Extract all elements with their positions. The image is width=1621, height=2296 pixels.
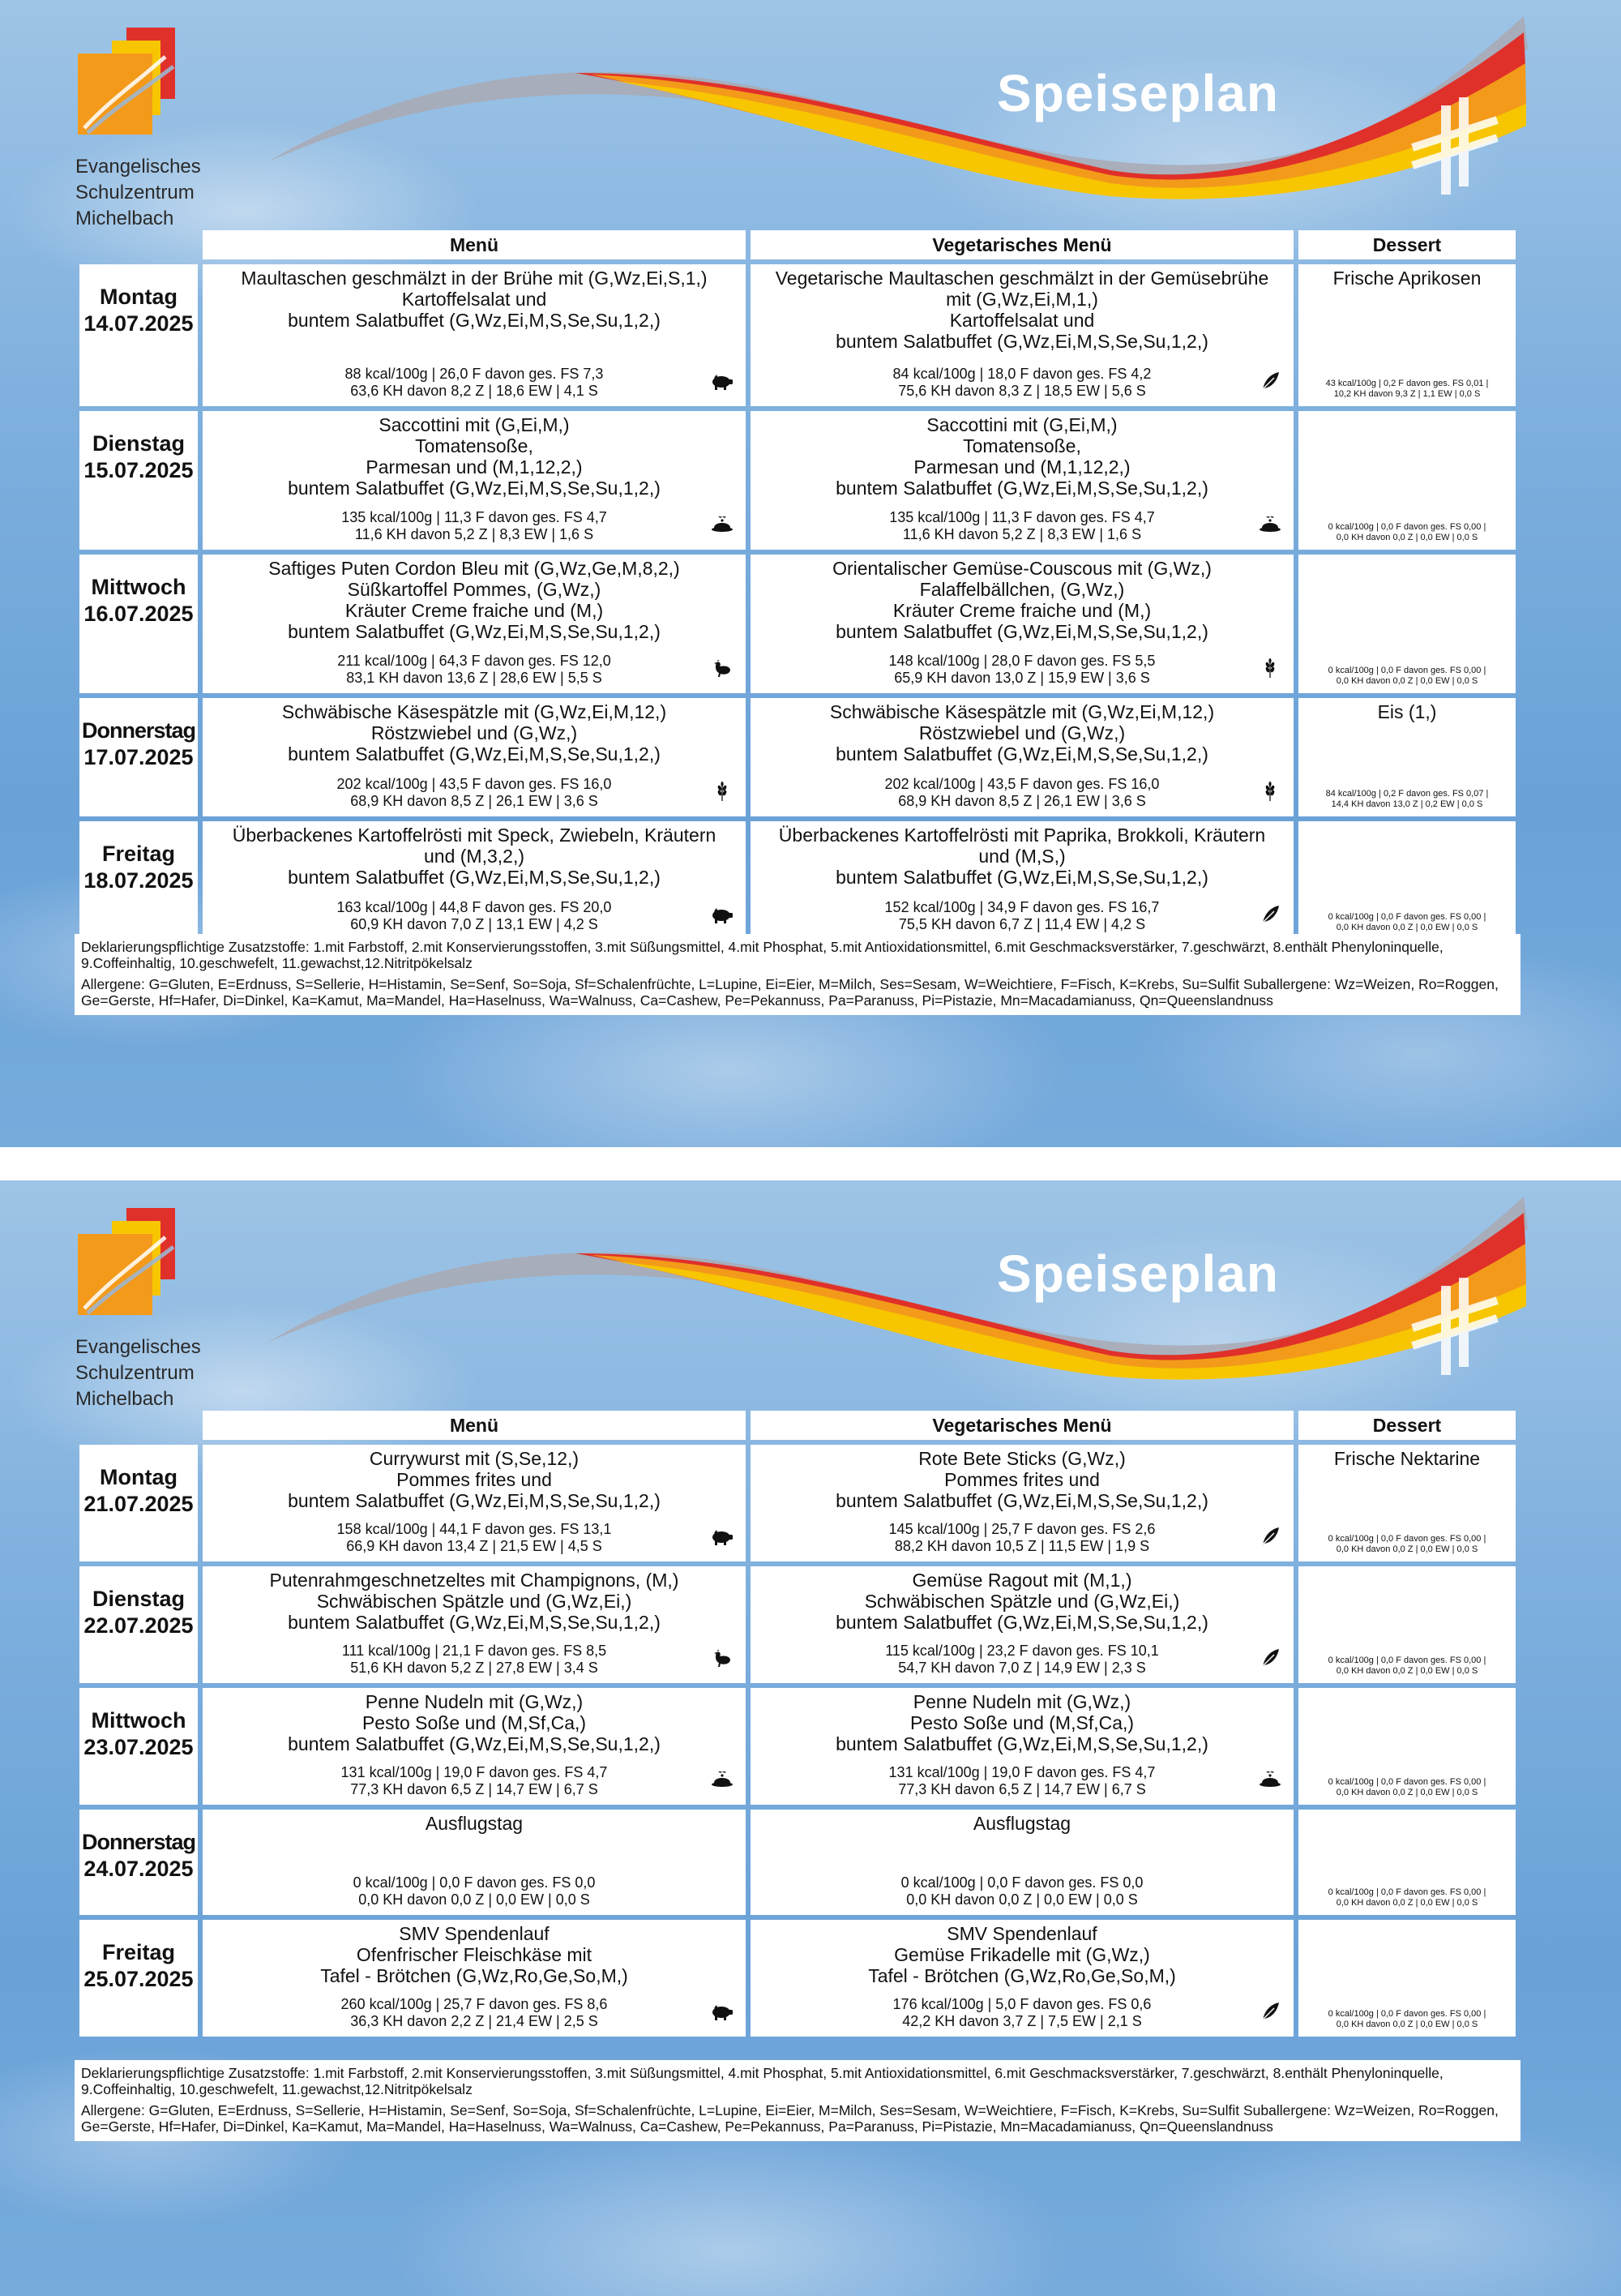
date-label: 17.07.2025	[83, 745, 194, 769]
dish-text: Saccottini mit (G,Ei,M,) Tomatensoße, Parmesan und (M,1,12,2,) buntem Salatbuffet (G,Wz,Ei,M,S,Se,Su,1,2,)	[836, 414, 1208, 499]
weekday-label: Donnerstag	[81, 1830, 196, 1854]
dessert-nutrition: 0 kcal/100g | 0,0 F davon ges. FS 0,00 | 0,0 KH davon 0,0 Z | 0,0 EW | 0,0 S	[1328, 1656, 1486, 1676]
dessert-nutrition: 84 kcal/100g | 0,2 F davon ges. FS 0,07 | 14,4 KH davon 13,0 Z | 0,2 EW | 0,0 S	[1325, 789, 1489, 809]
dish-icon	[710, 1769, 734, 1790]
day-cell	[79, 1445, 198, 1561]
nutrition-info	[751, 899, 1294, 933]
nutrition-info	[751, 1764, 1294, 1798]
dish-text: Überbackenes Kartoffelrösti mit Speck, Zwiebeln, Kräutern und (M,3,2,) buntem Salatbuffet (G,Wz,Ei,M,S,Se,Su,1,2,)	[232, 825, 716, 888]
nutrition-line-1: 84 kcal/100g | 18,0 F davon ges. FS 4,2	[892, 366, 1152, 382]
dish-text: Gemüse Ragout mit (M,1,) Schwäbischen Spätzle und (G,Wz,Ei,) buntem Salatbuffet (G,Wz,Ei,M,S,Se,Su,1,2,)	[836, 1570, 1208, 1633]
dessert-cell	[1298, 555, 1516, 693]
nutrition-line-1: 131 kcal/100g | 19,0 F davon ges. FS 4,7	[340, 1764, 608, 1780]
leaf-icon	[1258, 904, 1282, 925]
day-row	[79, 821, 1516, 940]
dish-text: Rote Bete Sticks (G,Wz,) Pommes frites und buntem Salatbuffet (G,Wz,Ei,M,S,Se,Su,1,2,)	[836, 1448, 1208, 1511]
chicken-icon	[710, 1647, 734, 1668]
nutrition-line-1: 131 kcal/100g | 19,0 F davon ges. FS 4,7	[888, 1764, 1156, 1780]
dessert-cell	[1298, 1445, 1516, 1561]
dish-text: Orientalischer Gemüse-Couscous mit (G,Wz,) Falaffelbällchen, (G,Wz,) Kräuter Creme fraiche und (M,) buntem Salatbuffet (G,Wz,Ei,M,S,Se,Su,1,2,)	[832, 558, 1212, 642]
date-label: 18.07.2025	[83, 868, 194, 893]
nutrition-info	[203, 366, 746, 400]
dessert-nutrition: 43 kcal/100g | 0,2 F davon ges. FS 0,01 | 10,2 KH davon 9,3 Z | 1,1 EW | 0,0 S	[1325, 379, 1489, 399]
weekday-label: Freitag	[101, 1940, 176, 1964]
dish-text: Penne Nudeln mit (G,Wz,) Pesto Soße und (M,Sf,Ca,) buntem Salatbuffet (G,Wz,Ei,M,S,Se,Su,1,2,)	[288, 1691, 661, 1754]
nutrition-line-1: 211 kcal/100g | 64,3 F davon ges. FS 12,0	[337, 653, 611, 669]
dish-text: Schwäbische Käsespätzle mit (G,Wz,Ei,M,12,) Röstzwiebel und (G,Wz,) buntem Salatbuffet (G,Wz,Ei,M,S,Se,Su,1,2,)	[829, 701, 1215, 765]
nutrition-info	[203, 653, 746, 687]
day-row	[79, 1566, 1516, 1683]
nutrition-info	[203, 1521, 746, 1555]
dish-text: SMV Spendenlauf Gemüse Frikadelle mit (G,Wz,) Tafel - Brötchen (G,Wz,Ro,Ge,So,M,)	[868, 1923, 1176, 1986]
menu-cell	[203, 1920, 746, 2037]
dessert-cell	[1298, 411, 1516, 550]
veg-menu-cell	[751, 1810, 1294, 1915]
nutrition-line-1: 260 kcal/100g | 25,7 F davon ges. FS 8,6	[340, 1996, 608, 2012]
dessert-text: Eis (1,)	[1377, 701, 1437, 722]
dessert-nutrition: 0 kcal/100g | 0,0 F davon ges. FS 0,00 | 0,0 KH davon 0,0 Z | 0,0 EW | 0,0 S	[1328, 2009, 1486, 2029]
date-label: 15.07.2025	[83, 458, 194, 482]
nutrition-line-2: 68,9 KH davon 8,5 Z | 26,1 EW | 3,6 S	[350, 793, 598, 809]
nutrition-line-2: 0,0 KH davon 0,0 Z | 0,0 EW | 0,0 S	[906, 1891, 1138, 1908]
dessert-text	[1298, 555, 1516, 558]
nutrition-line-2: 65,9 KH davon 13,0 Z | 15,9 EW | 3,6 S	[894, 670, 1150, 686]
pig-icon	[710, 1526, 734, 1547]
dish-text: Ausflugstag	[973, 1813, 1071, 1834]
menu-cell	[203, 555, 746, 693]
leaf-icon	[1258, 2001, 1282, 2022]
legend-box	[75, 934, 1520, 1015]
day-row	[79, 411, 1516, 550]
dessert-nutrition: 0 kcal/100g | 0,0 F davon ges. FS 0,00 | 0,0 KH davon 0,0 Z | 0,0 EW | 0,0 S	[1328, 1887, 1486, 1908]
legend-box	[75, 2060, 1520, 2141]
weekday-label: Donnerstag	[81, 718, 196, 743]
nutrition-info	[751, 1996, 1294, 2030]
date-label: 21.07.2025	[83, 1492, 194, 1516]
nutrition-info	[751, 653, 1294, 687]
school-name-line: Schulzentrum	[75, 1362, 195, 1384]
dessert-text: Frische Aprikosen	[1332, 268, 1482, 289]
weekday-label: Dienstag	[92, 1587, 186, 1611]
pig-icon	[710, 371, 734, 392]
dish-text: Vegetarische Maultaschen geschmälzt in der Gemüsebrühe mit (G,Wz,Ei,M,1,) Kartoffelsalat und buntem Salatbuffet (G,Wz,Ei,M,S,Se,Su,1,2,)	[775, 268, 1269, 352]
weekday-label: Freitag	[101, 842, 176, 866]
dessert-text	[1298, 1810, 1516, 1813]
dish-icon	[1258, 514, 1282, 535]
nutrition-line-2: 0,0 KH davon 0,0 Z | 0,0 EW | 0,0 S	[358, 1891, 590, 1908]
date-label: 14.07.2025	[83, 311, 194, 336]
nutrition-info	[203, 1764, 746, 1798]
nutrition-line-2: 54,7 KH davon 7,0 Z | 14,9 EW | 2,3 S	[898, 1660, 1146, 1676]
dish-text: Currywurst mit (S,Se,12,) Pommes frites und buntem Salatbuffet (G,Wz,Ei,M,S,Se,Su,1,2,)	[288, 1448, 661, 1511]
nutrition-info	[751, 776, 1294, 810]
dessert-text	[1298, 1688, 1516, 1691]
decorative-swoosh	[267, 1197, 1532, 1383]
veg-menu-cell	[751, 555, 1294, 693]
veg-menu-cell	[751, 264, 1294, 406]
day-row	[79, 264, 1516, 406]
dessert-nutrition: 0 kcal/100g | 0,0 F davon ges. FS 0,00 | 0,0 KH davon 0,0 Z | 0,0 EW | 0,0 S	[1328, 1534, 1486, 1554]
nutrition-info	[203, 776, 746, 810]
pig-icon	[710, 904, 734, 925]
dish-text: Saccottini mit (G,Ei,M,) Tomatensoße, Parmesan und (M,1,12,2,) buntem Salatbuffet (G,Wz,Ei,M,S,Se,Su,1,2,)	[288, 414, 661, 499]
nutrition-line-2: 77,3 KH davon 6,5 Z | 14,7 EW | 6,7 S	[898, 1781, 1146, 1797]
nutrition-line-2: 88,2 KH davon 10,5 Z | 11,5 EW | 1,9 S	[894, 1538, 1150, 1554]
header-menu: Menü	[203, 230, 746, 259]
dish-icon	[1258, 1769, 1282, 1790]
nutrition-line-2: 63,6 KH davon 8,2 Z | 18,6 EW | 4,1 S	[350, 383, 598, 399]
header-spacer	[79, 230, 198, 259]
nutrition-line-1: 176 kcal/100g | 5,0 F davon ges. FS 0,6	[892, 1996, 1152, 2012]
dessert-text: Frische Nektarine	[1333, 1448, 1481, 1469]
nutrition-line-1: 0 kcal/100g | 0,0 F davon ges. FS 0,0	[900, 1874, 1144, 1891]
veg-menu-cell	[751, 1688, 1294, 1805]
header-row	[79, 1411, 1516, 1440]
nutrition-line-1: 135 kcal/100g | 11,3 F davon ges. FS 4,7	[889, 509, 1155, 525]
nutrition-line-2: 75,6 KH davon 8,3 Z | 18,5 EW | 5,6 S	[898, 383, 1146, 399]
leaf-icon	[1258, 1647, 1282, 1668]
leaf-icon	[1258, 371, 1282, 392]
day-cell	[79, 1810, 198, 1915]
nutrition-line-2: 51,6 KH davon 5,2 Z | 27,8 EW | 3,4 S	[350, 1660, 598, 1676]
nutrition-line-1: 115 kcal/100g | 23,2 F davon ges. FS 10,1	[885, 1643, 1159, 1659]
allergens-legend: Allergene: G=Gluten, E=Erdnuss, S=Sellerie, H=Histamin, Se=Senf, So=Soja, Sf=Schalenfrüchte, L=Lupine, Ei=Eier, M=Milch, Ses=Sesam, W=Weichtiere, F=Fisch, K=Krebs, Su=Sulfit Suballergene: Wz=Weizen, Ro=Roggen, Ge=Gerste, Hf=Hafer, Di=Dinkel, Ka=Kamut, Ma=Mandel, Ha=Haselnuss, Wa=Walnuss, Ca=Cashew, Pe=Pekannuss, Pa=Paranuss, Pi=Pistazie, Mn=Macadamianuss, Qn=Queenslandnuss	[81, 2102, 1499, 2135]
weekday-label: Dienstag	[92, 431, 186, 456]
nutrition-info	[751, 1643, 1294, 1677]
dish-text: Schwäbische Käsespätzle mit (G,Wz,Ei,M,12,) Röstzwiebel und (G,Wz,) buntem Salatbuffet (G,Wz,Ei,M,S,Se,Su,1,2,)	[281, 701, 667, 765]
nutrition-info	[751, 509, 1294, 543]
dessert-nutrition: 0 kcal/100g | 0,0 F davon ges. FS 0,00 | 0,0 KH davon 0,0 Z | 0,0 EW | 0,0 S	[1328, 522, 1486, 542]
school-logo	[76, 1205, 198, 1326]
day-cell	[79, 264, 198, 406]
nutrition-info	[751, 1874, 1294, 1908]
nutrition-line-2: 36,3 KH davon 2,2 Z | 21,4 EW | 2,5 S	[350, 2013, 598, 2029]
nutrition-line-2: 11,6 KH davon 5,2 Z | 8,3 EW | 1,6 S	[902, 526, 1142, 542]
dessert-cell	[1298, 698, 1516, 816]
menu-cell	[203, 411, 746, 550]
header-dessert: Dessert	[1298, 1411, 1516, 1440]
header-row	[79, 230, 1516, 259]
dessert-cell	[1298, 1688, 1516, 1805]
nutrition-line-2: 11,6 KH davon 5,2 Z | 8,3 EW | 1,6 S	[354, 526, 594, 542]
additives-legend: Deklarierungspflichtige Zusatzstoffe: 1.mit Farbstoff, 2.mit Konservierungsstoffen, 3.mit Süßungsmittel, 4.mit Phosphat, 5.mit Antioxidationsmittel, 6.mit Geschmacksverstärker, 7.geschwärzt, 8.enthält Phenyloninquelle, 9.Coffeinhaltig, 10.geschwefelt, 11.gewachst,12.Nitritpökelsalz	[81, 2065, 1444, 2097]
nutrition-line-2: 68,9 KH davon 8,5 Z | 26,1 EW | 3,6 S	[898, 793, 1146, 809]
nutrition-line-1: 163 kcal/100g | 44,8 F davon ges. FS 20,0	[336, 899, 612, 915]
school-name	[75, 154, 201, 232]
nutrition-info	[203, 899, 746, 933]
date-label: 23.07.2025	[83, 1735, 194, 1759]
dessert-nutrition: 0 kcal/100g | 0,0 F davon ges. FS 0,00 | 0,0 KH davon 0,0 Z | 0,0 EW | 0,0 S	[1328, 666, 1486, 686]
wheat-icon	[710, 781, 734, 802]
dessert-cell	[1298, 1810, 1516, 1915]
nutrition-line-1: 145 kcal/100g | 25,7 F davon ges. FS 2,6	[888, 1521, 1156, 1537]
veg-menu-cell	[751, 1445, 1294, 1561]
nutrition-line-1: 148 kcal/100g | 28,0 F davon ges. FS 5,5	[888, 653, 1156, 669]
nutrition-line-1: 111 kcal/100g | 21,1 F davon ges. FS 8,5	[341, 1643, 607, 1659]
decorative-swoosh	[267, 16, 1532, 203]
date-label: 24.07.2025	[83, 1857, 194, 1881]
leaf-icon	[1258, 1526, 1282, 1547]
day-cell	[79, 555, 198, 693]
nutrition-line-1: 135 kcal/100g | 11,3 F davon ges. FS 4,7	[341, 509, 607, 525]
dish-text: Überbackenes Kartoffelrösti mit Paprika, Brokkoli, Kräutern und (M,S,) buntem Salatbuffet (G,Wz,Ei,M,S,Se,Su,1,2,)	[778, 825, 1266, 888]
dessert-cell	[1298, 821, 1516, 940]
menu-table	[75, 1406, 1520, 2041]
nutrition-line-1: 202 kcal/100g | 43,5 F davon ges. FS 16,0	[884, 776, 1160, 792]
header-veg: Vegetarisches Menü	[751, 1411, 1294, 1440]
nutrition-line-2: 42,2 KH davon 3,7 Z | 7,5 EW | 2,1 S	[902, 2013, 1142, 2029]
dessert-text	[1298, 411, 1516, 414]
wheat-icon	[1258, 658, 1282, 679]
veg-menu-cell	[751, 411, 1294, 550]
weekday-label: Montag	[100, 1465, 177, 1489]
nutrition-line-2: 66,9 KH davon 13,4 Z | 21,5 EW | 4,5 S	[346, 1538, 602, 1554]
dessert-text	[1298, 1566, 1516, 1570]
dish-icon	[710, 514, 734, 535]
nutrition-info	[751, 366, 1294, 400]
menu-cell	[203, 1688, 746, 1805]
dish-text: Penne Nudeln mit (G,Wz,) Pesto Soße und (M,Sf,Ca,) buntem Salatbuffet (G,Wz,Ei,M,S,Se,Su,1,2,)	[836, 1691, 1208, 1754]
dessert-cell	[1298, 264, 1516, 406]
day-row	[79, 1810, 1516, 1915]
school-name-line: Schulzentrum	[75, 182, 195, 203]
menu-page	[0, 0, 1621, 1147]
school-name	[75, 1334, 201, 1412]
dish-text: Maultaschen geschmälzt in der Brühe mit (G,Wz,Ei,S,1,) Kartoffelsalat und buntem Salatbuffet (G,Wz,Ei,M,S,Se,Su,1,2,)	[241, 268, 708, 331]
school-name-line: Michelbach	[75, 208, 174, 229]
date-label: 25.07.2025	[83, 1967, 194, 1991]
additives-legend: Deklarierungspflichtige Zusatzstoffe: 1.mit Farbstoff, 2.mit Konservierungsstoffen, 3.mit Süßungsmittel, 4.mit Phosphat, 5.mit Antioxidationsmittel, 6.mit Geschmacksverstärker, 7.geschwärzt, 8.enthält Phenyloninquelle, 9.Coffeinhaltig, 10.geschwefelt, 11.gewachst,12.Nitritpökelsalz	[81, 939, 1444, 971]
veg-menu-cell	[751, 1920, 1294, 2037]
dessert-cell	[1298, 1920, 1516, 2037]
menu-page	[0, 1180, 1621, 2296]
veg-menu-cell	[751, 821, 1294, 940]
nutrition-info	[203, 1996, 746, 2030]
nutrition-line-2: 75,5 KH davon 6,7 Z | 11,4 EW | 4,2 S	[898, 916, 1146, 932]
nutrition-line-2: 60,9 KH davon 7,0 Z | 13,1 EW | 4,2 S	[350, 916, 598, 932]
day-cell	[79, 1920, 198, 2037]
header-dessert: Dessert	[1298, 230, 1516, 259]
dessert-nutrition: 0 kcal/100g | 0,0 F davon ges. FS 0,00 | 0,0 KH davon 0,0 Z | 0,0 EW | 0,0 S	[1328, 1777, 1486, 1797]
header-veg: Vegetarisches Menü	[751, 230, 1294, 259]
veg-menu-cell	[751, 698, 1294, 816]
day-cell	[79, 411, 198, 550]
day-row	[79, 698, 1516, 816]
dish-text: Saftiges Puten Cordon Bleu mit (G,Wz,Ge,M,8,2,) Süßkartoffel Pommes, (G,Wz,) Kräuter Creme fraiche und (M,) buntem Salatbuffet (G,Wz,Ei,M,S,Se,Su,1,2,)	[268, 558, 680, 642]
day-row	[79, 1920, 1516, 2037]
menu-cell	[203, 1445, 746, 1561]
dish-text: SMV Spendenlauf Ofenfrischer Fleischkäse mit Tafel - Brötchen (G,Wz,Ro,Ge,So,M,)	[320, 1923, 628, 1986]
menu-cell	[203, 821, 746, 940]
menu-cell	[203, 698, 746, 816]
nutrition-line-1: 152 kcal/100g | 34,9 F davon ges. FS 16,7	[884, 899, 1160, 915]
day-cell	[79, 698, 198, 816]
weekday-label: Montag	[100, 285, 177, 309]
day-cell	[79, 1566, 198, 1683]
school-name-line: Evangelisches	[75, 156, 201, 178]
nutrition-info	[203, 1643, 746, 1677]
nutrition-line-2: 83,1 KH davon 13,6 Z | 28,6 EW | 5,5 S	[346, 670, 602, 686]
dessert-nutrition: 0 kcal/100g | 0,0 F davon ges. FS 0,00 | 0,0 KH davon 0,0 Z | 0,0 EW | 0,0 S	[1328, 912, 1486, 932]
page-title: Speiseplan	[997, 1244, 1279, 1303]
menu-table	[75, 225, 1520, 945]
nutrition-line-1: 158 kcal/100g | 44,1 F davon ges. FS 13,1	[336, 1521, 612, 1537]
menu-cell	[203, 1566, 746, 1683]
menu-cell	[203, 264, 746, 406]
dessert-cell	[1298, 1566, 1516, 1683]
date-label: 22.07.2025	[83, 1613, 194, 1638]
menu-cell	[203, 1810, 746, 1915]
nutrition-info	[751, 1521, 1294, 1555]
header-menu: Menü	[203, 1411, 746, 1440]
nutrition-line-1: 88 kcal/100g | 26,0 F davon ges. FS 7,3	[344, 366, 604, 382]
school-name-line: Evangelisches	[75, 1336, 201, 1358]
chicken-icon	[710, 658, 734, 679]
dish-text: Putenrahmgeschnetzeltes mit Champignons, (M,) Schwäbischen Spätzle und (G,Wz,Ei,) buntem Salatbuffet (G,Wz,Ei,M,S,Se,Su,1,2,)	[269, 1570, 679, 1633]
nutrition-info	[203, 1874, 746, 1908]
day-row	[79, 1688, 1516, 1805]
dish-text: Ausflugstag	[425, 1813, 524, 1834]
weekday-label: Mittwoch	[91, 575, 186, 599]
dessert-text	[1298, 821, 1516, 825]
header-spacer	[79, 1411, 198, 1440]
day-row	[79, 555, 1516, 693]
nutrition-line-2: 77,3 KH davon 6,5 Z | 14,7 EW | 6,7 S	[350, 1781, 598, 1797]
day-cell	[79, 1688, 198, 1805]
veg-menu-cell	[751, 1566, 1294, 1683]
date-label: 16.07.2025	[83, 602, 194, 626]
pig-icon	[710, 2001, 734, 2022]
nutrition-line-1: 202 kcal/100g | 43,5 F davon ges. FS 16,0	[336, 776, 612, 792]
day-cell	[79, 821, 198, 940]
nutrition-info	[203, 509, 746, 543]
school-name-line: Michelbach	[75, 1388, 174, 1410]
school-logo	[76, 24, 198, 146]
dessert-text	[1298, 1920, 1516, 1923]
day-row	[79, 1445, 1516, 1561]
weekday-label: Mittwoch	[91, 1708, 186, 1733]
nutrition-line-1: 0 kcal/100g | 0,0 F davon ges. FS 0,0	[353, 1874, 596, 1891]
page-title: Speiseplan	[997, 64, 1279, 122]
wheat-icon	[1258, 781, 1282, 802]
allergens-legend: Allergene: G=Gluten, E=Erdnuss, S=Sellerie, H=Histamin, Se=Senf, So=Soja, Sf=Schalenfrüchte, L=Lupine, Ei=Eier, M=Milch, Ses=Sesam, W=Weichtiere, F=Fisch, K=Krebs, Su=Sulfit Suballergene: Wz=Weizen, Ro=Roggen, Ge=Gerste, Hf=Hafer, Di=Dinkel, Ka=Kamut, Ma=Mandel, Ha=Haselnuss, Wa=Walnuss, Ca=Cashew, Pe=Pekannuss, Pa=Paranuss, Pi=Pistazie, Mn=Macadamianuss, Qn=Queenslandnuss	[81, 976, 1499, 1009]
